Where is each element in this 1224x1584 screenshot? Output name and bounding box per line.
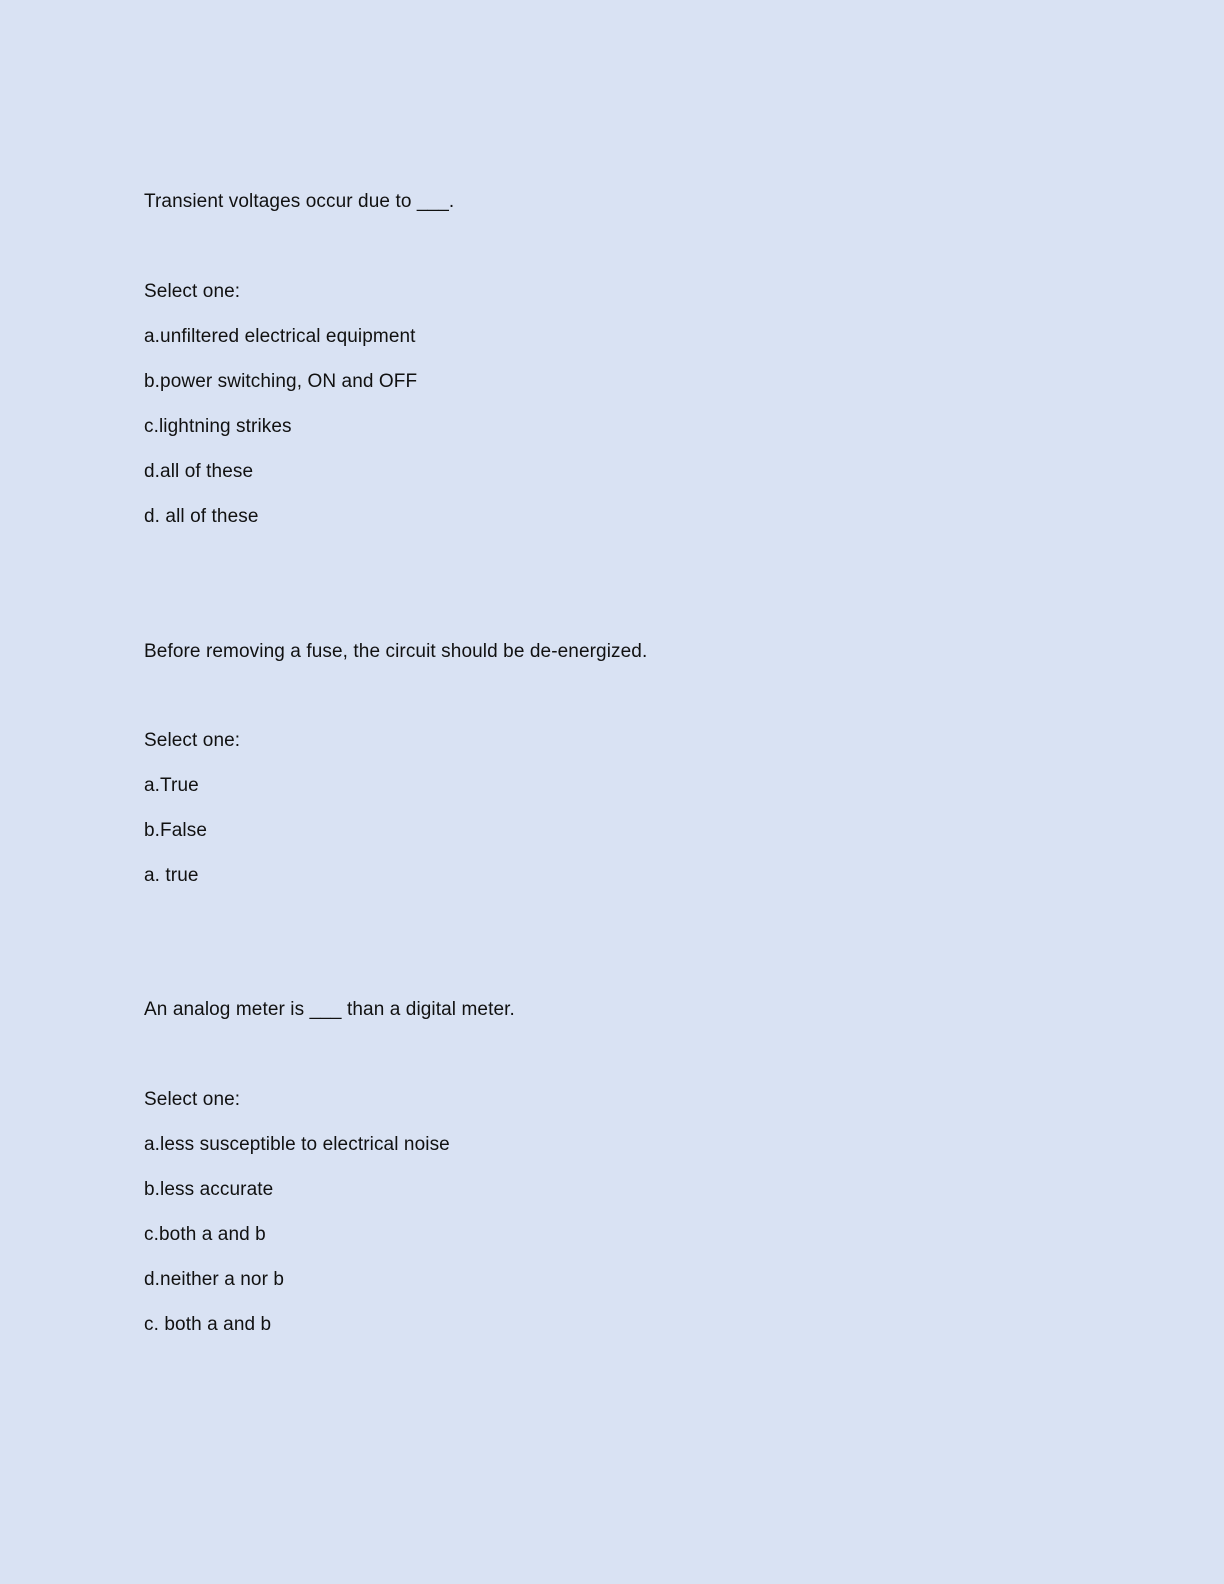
option-d: d.neither a nor b [144,1269,285,1290]
option-c: c.both a and b [144,1224,266,1245]
option-d: d.all of these [144,461,254,482]
option-a: a.True [144,775,199,796]
select-instruction: Select one: [144,281,241,302]
option-b: b.power switching, ON and OFF [144,371,418,392]
answer-text: a. true [144,865,199,886]
option-a: a.unfiltered electrical equipment [144,326,416,347]
answer-text: d. all of these [144,506,259,527]
option-b: b.False [144,820,208,841]
option-b: b.less accurate [144,1179,274,1200]
question-prompt: An analog meter is ___ than a digital meter. [144,999,515,1020]
option-c: c.lightning strikes [144,416,292,437]
select-instruction: Select one: [144,1089,241,1110]
question-prompt: Transient voltages occur due to ___. [144,191,455,212]
select-instruction: Select one: [144,730,241,751]
answer-text: c. both a and b [144,1314,272,1335]
question-prompt: Before removing a fuse, the circuit should be de-energized. [144,641,648,662]
option-a: a.less susceptible to electrical noise [144,1134,450,1155]
